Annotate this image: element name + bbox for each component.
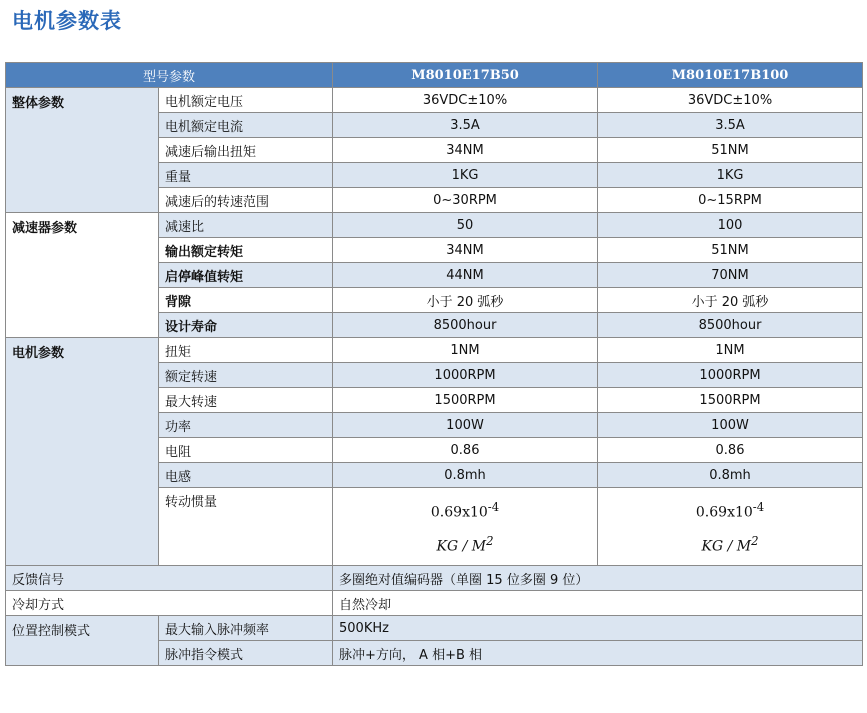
param-name: 减速后的转速范围 bbox=[159, 188, 333, 213]
motor-parameter-table bbox=[5, 62, 863, 666]
position-value: 500KHz bbox=[333, 616, 863, 641]
value-a: 0.86 bbox=[333, 438, 598, 463]
param-name: 减速后输出扭矩 bbox=[159, 138, 333, 163]
value-a: 0~30RPM bbox=[333, 188, 598, 213]
inertia-value-b: $0.69x10^{-4}$ KG / $M^2$ bbox=[598, 488, 863, 566]
value-b: 100W bbox=[598, 413, 863, 438]
value-b: 51NM bbox=[598, 238, 863, 263]
table-header bbox=[6, 63, 863, 88]
param-name: 电机额定电流 bbox=[159, 113, 333, 138]
value-b: 51NM bbox=[598, 138, 863, 163]
param-name: 启停峰值转矩 bbox=[159, 263, 333, 288]
param-name: 减速比 bbox=[159, 213, 333, 238]
value-a: 0.8mh bbox=[333, 463, 598, 488]
value-a: 1KG bbox=[333, 163, 598, 188]
value-b: 1500RPM bbox=[598, 388, 863, 413]
position-label: 位置控制模式 bbox=[6, 616, 159, 666]
header-label: 型号参数 bbox=[6, 63, 333, 88]
table-row bbox=[6, 338, 863, 363]
value-b: 8500hour bbox=[598, 313, 863, 338]
value-b: 3.5A bbox=[598, 113, 863, 138]
group-overall: 整体参数 bbox=[6, 88, 159, 213]
param-name: 最大转速 bbox=[159, 388, 333, 413]
value-a: 100W bbox=[333, 413, 598, 438]
value-a: 44NM bbox=[333, 263, 598, 288]
value-a: 36VDC±10% bbox=[333, 88, 598, 113]
value-a: 3.5A bbox=[333, 113, 598, 138]
value-a: 1NM bbox=[333, 338, 598, 363]
value-a: 1000RPM bbox=[333, 363, 598, 388]
param-name: 额定转速 bbox=[159, 363, 333, 388]
value-a: 50 bbox=[333, 213, 598, 238]
value-b: 70NM bbox=[598, 263, 863, 288]
param-name: 扭矩 bbox=[159, 338, 333, 363]
cooling-label: 冷却方式 bbox=[6, 591, 333, 616]
feedback-value: 多圈绝对值编码器（单圈 15 位多圈 9 位） bbox=[333, 566, 863, 591]
header-model-a: M8010E17B50 bbox=[333, 63, 598, 88]
param-name: 功率 bbox=[159, 413, 333, 438]
param-name: 电机额定电压 bbox=[159, 88, 333, 113]
param-name: 设计寿命 bbox=[159, 313, 333, 338]
value-b: 1NM bbox=[598, 338, 863, 363]
header-model-b: M8010E17B100 bbox=[598, 63, 863, 88]
table-row bbox=[6, 88, 863, 113]
param-name: 重量 bbox=[159, 163, 333, 188]
param-name: 脉冲指令模式 bbox=[159, 641, 333, 666]
value-a: 1500RPM bbox=[333, 388, 598, 413]
cooling-value: 自然冷却 bbox=[333, 591, 863, 616]
param-name: 最大输入脉冲频率 bbox=[159, 616, 333, 641]
group-reducer: 减速器参数 bbox=[6, 213, 159, 338]
value-b: 0~15RPM bbox=[598, 188, 863, 213]
value-b: 100 bbox=[598, 213, 863, 238]
value-a: 34NM bbox=[333, 238, 598, 263]
value-b: 1000RPM bbox=[598, 363, 863, 388]
param-name: 转动惯量 bbox=[159, 488, 333, 566]
table-row-cooling bbox=[6, 591, 863, 616]
value-b: 1KG bbox=[598, 163, 863, 188]
value-b: 小于 20 弧秒 bbox=[598, 288, 863, 313]
table-row bbox=[6, 213, 863, 238]
inertia-value-a: $0.69x10^{-4}$ KG / $M^2$ bbox=[333, 488, 598, 566]
param-name: 电阻 bbox=[159, 438, 333, 463]
table-row-position bbox=[6, 616, 863, 641]
value-a: 34NM bbox=[333, 138, 598, 163]
param-name: 电感 bbox=[159, 463, 333, 488]
param-name: 输出额定转矩 bbox=[159, 238, 333, 263]
feedback-label: 反馈信号 bbox=[6, 566, 333, 591]
group-motor: 电机参数 bbox=[6, 338, 159, 566]
page-title: 电机参数表 bbox=[12, 9, 122, 33]
value-a: 小于 20 弧秒 bbox=[333, 288, 598, 313]
position-value: 脉冲+方向， A 相+B 相 bbox=[333, 641, 863, 666]
value-b: 0.8mh bbox=[598, 463, 863, 488]
table-row-feedback bbox=[6, 566, 863, 591]
value-a: 8500hour bbox=[333, 313, 598, 338]
value-b: 0.86 bbox=[598, 438, 863, 463]
value-b: 36VDC±10% bbox=[598, 88, 863, 113]
param-name: 背隙 bbox=[159, 288, 333, 313]
